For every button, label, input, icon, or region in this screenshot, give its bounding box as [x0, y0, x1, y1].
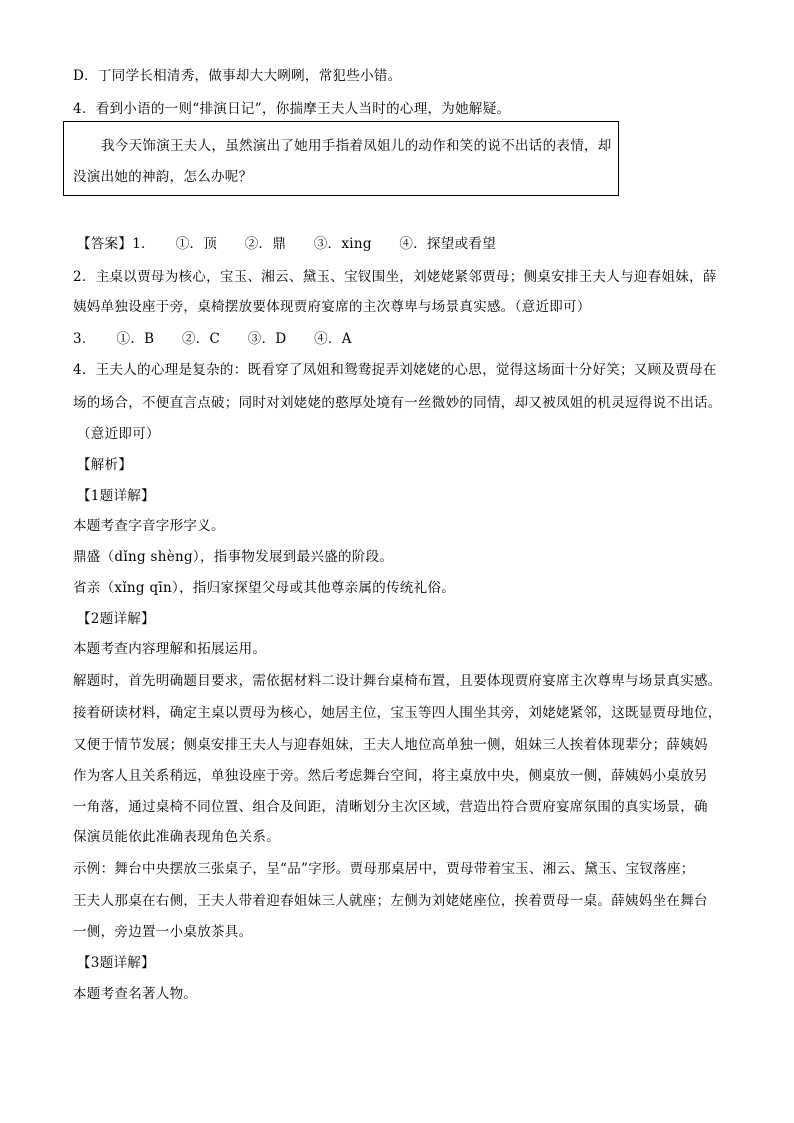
rehearsal-diary-box [63, 121, 619, 196]
q2-line-4: 又便于情节发展；侧桌安排王夫人与迎春姐妹，王夫人地位高单独一侧，姐妹三人挨着体现辈分；薛姨妈 [73, 737, 708, 753]
q2-detail-heading: 【2题详解】 [77, 611, 155, 627]
q2-line-2: 解题时，首先明确题目要求，需依据材料二设计舞台桌椅布置，且要体现贾府宴席主次尊卑与场景真实感。 [73, 673, 722, 689]
answer-line-1: 【答案】1． ①．顶 ②．鼎 ③．xing ④．探望或看望 [77, 236, 497, 252]
q2-line-5: 作为客人且关系稍远，单独设座于旁。然后考虑舞台空间，将主桌放中央，侧桌放一侧，薛姨妈小桌放另 [73, 768, 708, 784]
option-d-line: D．丁同学长相清秀，做事却大大咧咧，常犯些小错。 [73, 68, 402, 84]
q3-line-1: 本题考查名著人物。 [73, 986, 198, 1002]
q3-detail-heading: 【3题详解】 [77, 955, 155, 971]
q1-detail-heading: 【1题详解】 [77, 488, 155, 504]
diary-line-2: 没演出她的神韵，怎么办呢？ [73, 169, 253, 185]
q1-line-1: 本题考查字音字形字义。 [73, 518, 225, 534]
q2-example-2: 王夫人那桌在右侧，王夫人带着迎春姐妹三人就座；左侧为刘姥姥座位，挨着贾母一桌。薛姨妈坐在舞台 [73, 893, 708, 909]
answer-line-4b: 场的场合，不便直言点破；同时对刘姥姥的憨厚处境有一丝微妙的同情，却又被凤姐的机灵逗得说不出话。 [73, 395, 722, 411]
answer-line-2a: 2．主桌以贾母为核心，宝玉、湘云、黛玉、宝钗围坐，刘姥姥紧邻贾母；侧桌安排王夫人与迎春姐妹，薛 [73, 269, 717, 285]
answer-line-2b: 姨妈单独设座于旁，桌椅摆放要体现贾府宴席的主次尊卑与场景真实感。（意近即可） [73, 299, 591, 315]
q2-example-1: 示例：舞台中央摆放三张桌子，呈“品”字形。贾母那桌居中，贾母带着宝玉、湘云、黛玉、宝钗落座； [73, 861, 695, 877]
q2-example-3: 一侧，旁边置一小桌放茶具。 [73, 924, 253, 940]
q1-line-3: 省亲（xǐng qīn），指归家探望父母或其他尊亲属的传统礼俗。 [73, 580, 456, 596]
diary-line-1: 我今天饰演王夫人，虽然演出了她用手指着凤姐儿的动作和笑的说不出话的表情，却 [101, 138, 612, 154]
answer-line-4a: 4．王夫人的心理是复杂的：既看穿了凤姐和鸳鸯捉弄刘姥姥的心思，觉得这场面十分好笑；又顾及贾母在 [73, 362, 717, 378]
q1-line-2: 鼎盛（dǐng shèng），指事物发展到最兴盛的阶段。 [73, 549, 394, 565]
answer-line-4c: （意近即可） [77, 426, 160, 442]
q2-line-7: 保演员能依此准确表现角色关系。 [73, 829, 280, 845]
question-4-line: 4．看到小语的一则“排演日记”，你揣摩王夫人当时的心理，为她解疑。 [73, 101, 511, 117]
analysis-heading: 【解析】 [77, 457, 133, 473]
q2-line-3: 接着研读材料，确定主桌以贾母为核心，她居主位，宝玉等四人围坐其旁，刘姥姥紧邻，这既显贾母地位， [73, 705, 722, 721]
q2-line-6: 一角落，通过桌椅不同位置、组合及间距，清晰划分主次区域，营造出符合贾府宴席氛围的真实场景，确 [73, 799, 708, 815]
answer-line-3: 3． ①．B ②．C ③．D ④．A [73, 331, 352, 347]
q2-line-1: 本题考查内容理解和拓展运用。 [73, 641, 267, 657]
